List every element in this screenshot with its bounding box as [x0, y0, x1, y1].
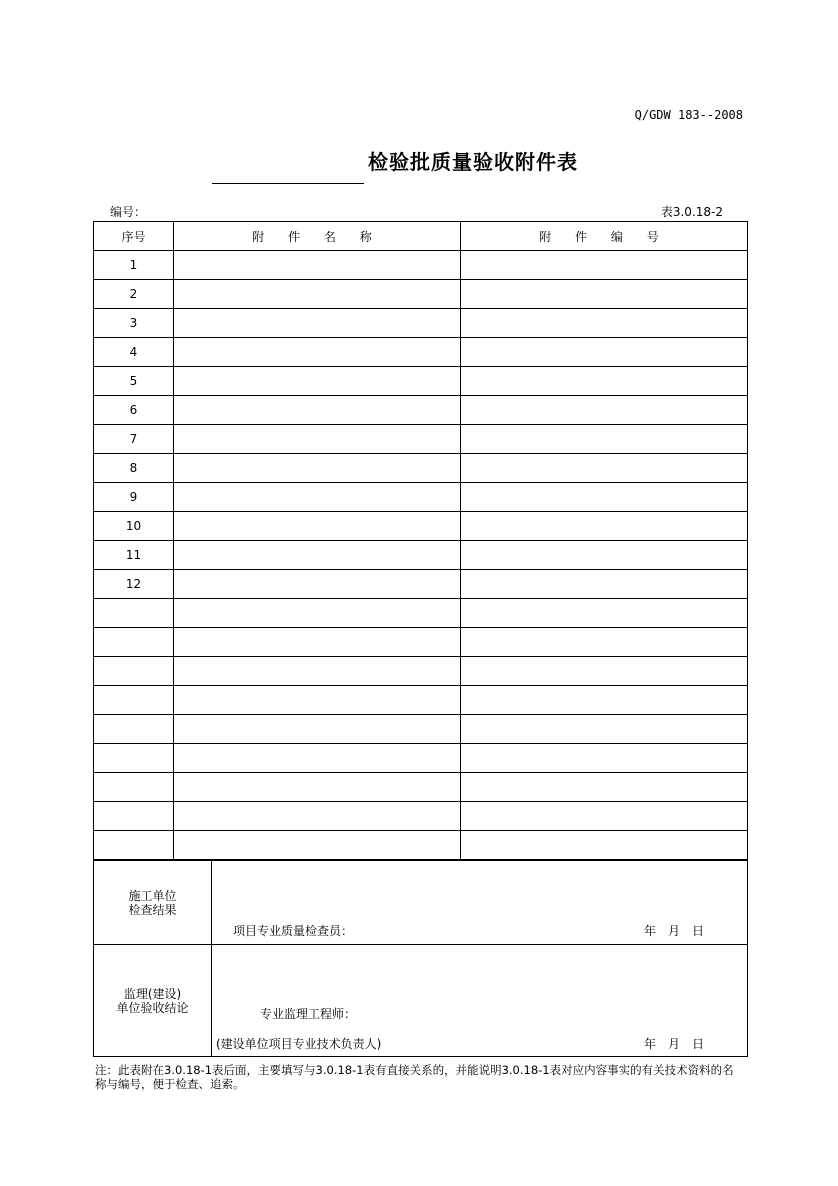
row-number-cell: 10	[94, 512, 174, 541]
table-row	[94, 570, 748, 599]
table-row	[94, 338, 748, 367]
attachment-number-cell[interactable]	[461, 657, 748, 686]
signoff-table	[93, 860, 748, 1057]
table-row	[94, 454, 748, 483]
attachment-name-cell[interactable]	[174, 744, 461, 773]
attachment-number-cell[interactable]	[461, 338, 748, 367]
row-number-cell	[94, 657, 174, 686]
row-number-cell: 11	[94, 541, 174, 570]
attachment-name-cell[interactable]	[174, 570, 461, 599]
table-row	[94, 802, 748, 831]
title-underline	[212, 183, 364, 184]
attachment-number-cell[interactable]	[461, 425, 748, 454]
attachment-name-cell[interactable]	[174, 251, 461, 280]
supervising-engineer-label: 专业监理工程师：	[260, 1007, 357, 1021]
attachment-name-cell[interactable]	[174, 802, 461, 831]
attachment-number-cell[interactable]	[461, 715, 748, 744]
row-number-cell	[94, 744, 174, 773]
attachment-name-cell[interactable]	[174, 773, 461, 802]
table-row	[94, 657, 748, 686]
table-row	[94, 512, 748, 541]
attachment-name-cell[interactable]	[174, 512, 461, 541]
attachment-number-cell[interactable]	[461, 367, 748, 396]
attachment-name-cell[interactable]	[174, 657, 461, 686]
supervision-unit-row	[94, 945, 748, 1057]
row-number-cell: 12	[94, 570, 174, 599]
attachment-name-cell[interactable]	[174, 686, 461, 715]
table-row	[94, 628, 748, 657]
attachment-number-cell[interactable]	[461, 802, 748, 831]
table-row	[94, 715, 748, 744]
construction-unit-label: 施工单位 检查结果	[94, 861, 212, 945]
row-number-cell	[94, 628, 174, 657]
row-number-cell	[94, 773, 174, 802]
attachment-number-cell[interactable]	[461, 280, 748, 309]
owner-technical-lead-note: (建设单位项目专业技术负责人)	[216, 1037, 382, 1051]
row-number-cell	[94, 802, 174, 831]
attachment-name-cell[interactable]	[174, 425, 461, 454]
row-number-cell	[94, 831, 174, 860]
table-row	[94, 541, 748, 570]
row-number-cell: 4	[94, 338, 174, 367]
attachment-name-cell[interactable]	[174, 541, 461, 570]
attachment-number-cell[interactable]	[461, 628, 748, 657]
row-number-cell: 9	[94, 483, 174, 512]
attachment-number-cell[interactable]	[461, 512, 748, 541]
row-number-cell: 8	[94, 454, 174, 483]
column-header-attachment-number: 附 件 编 号	[461, 222, 748, 251]
attachment-name-cell[interactable]	[174, 367, 461, 396]
table-row	[94, 396, 748, 425]
row-number-cell	[94, 715, 174, 744]
table-row	[94, 483, 748, 512]
row-number-cell: 2	[94, 280, 174, 309]
attachment-name-cell[interactable]	[174, 628, 461, 657]
attachment-name-cell[interactable]	[174, 715, 461, 744]
table-row	[94, 367, 748, 396]
attachment-name-cell[interactable]	[174, 483, 461, 512]
page-title: 检验批质量验收附件表	[368, 150, 578, 174]
attachment-name-cell[interactable]	[174, 309, 461, 338]
quality-inspector-label: 项目专业质量检查员：	[233, 924, 354, 938]
attachment-table	[93, 221, 748, 860]
row-number-cell	[94, 599, 174, 628]
attachment-name-cell[interactable]	[174, 338, 461, 367]
row-number-cell: 3	[94, 309, 174, 338]
serial-number-label: 编号：	[110, 205, 147, 219]
attachment-number-cell[interactable]	[461, 396, 748, 425]
table-row	[94, 425, 748, 454]
attachment-number-cell[interactable]	[461, 831, 748, 860]
table-row	[94, 773, 748, 802]
attachment-name-cell[interactable]	[174, 396, 461, 425]
column-header-number: 序号	[94, 222, 174, 251]
attachment-number-cell[interactable]	[461, 570, 748, 599]
attachment-name-cell[interactable]	[174, 831, 461, 860]
supervision-conclusion-field[interactable]	[212, 945, 748, 1057]
attachment-number-cell[interactable]	[461, 483, 748, 512]
table-row	[94, 251, 748, 280]
construction-unit-row	[94, 861, 748, 945]
attachment-name-cell[interactable]	[174, 599, 461, 628]
attachment-number-cell[interactable]	[461, 454, 748, 483]
standard-code: Q/GDW 183--2008	[634, 108, 743, 122]
row-number-cell: 1	[94, 251, 174, 280]
form-number: 表3.0.18-2	[660, 205, 723, 219]
row-number-cell	[94, 686, 174, 715]
table-row	[94, 280, 748, 309]
table-row	[94, 309, 748, 338]
table-header-row	[94, 222, 748, 251]
attachment-number-cell[interactable]	[461, 773, 748, 802]
construction-date-label: 年 月 日	[644, 924, 705, 938]
attachment-number-cell[interactable]	[461, 744, 748, 773]
table-row	[94, 599, 748, 628]
table-row	[94, 686, 748, 715]
attachment-number-cell[interactable]	[461, 541, 748, 570]
attachment-name-cell[interactable]	[174, 454, 461, 483]
supervision-date-label: 年 月 日	[644, 1037, 705, 1051]
attachment-name-cell[interactable]	[174, 280, 461, 309]
table-row	[94, 831, 748, 860]
row-number-cell: 6	[94, 396, 174, 425]
table-row	[94, 744, 748, 773]
construction-result-field[interactable]	[212, 861, 748, 945]
footnote: 注：此表附在3.0.18-1表后面，主要填写与3.0.18-1表有直接关系的，并能说明3.0.18-1表对应内容事实的有关技术资料的名称与编号，便于检查、追索。	[95, 1063, 734, 1091]
supervision-unit-label: 监理(建设) 单位验收结论	[94, 945, 212, 1057]
column-header-attachment-name: 附 件 名 称	[174, 222, 461, 251]
attachment-number-cell[interactable]	[461, 251, 748, 280]
attachment-number-cell[interactable]	[461, 686, 748, 715]
row-number-cell: 7	[94, 425, 174, 454]
attachment-number-cell[interactable]	[461, 599, 748, 628]
row-number-cell: 5	[94, 367, 174, 396]
attachment-number-cell[interactable]	[461, 309, 748, 338]
